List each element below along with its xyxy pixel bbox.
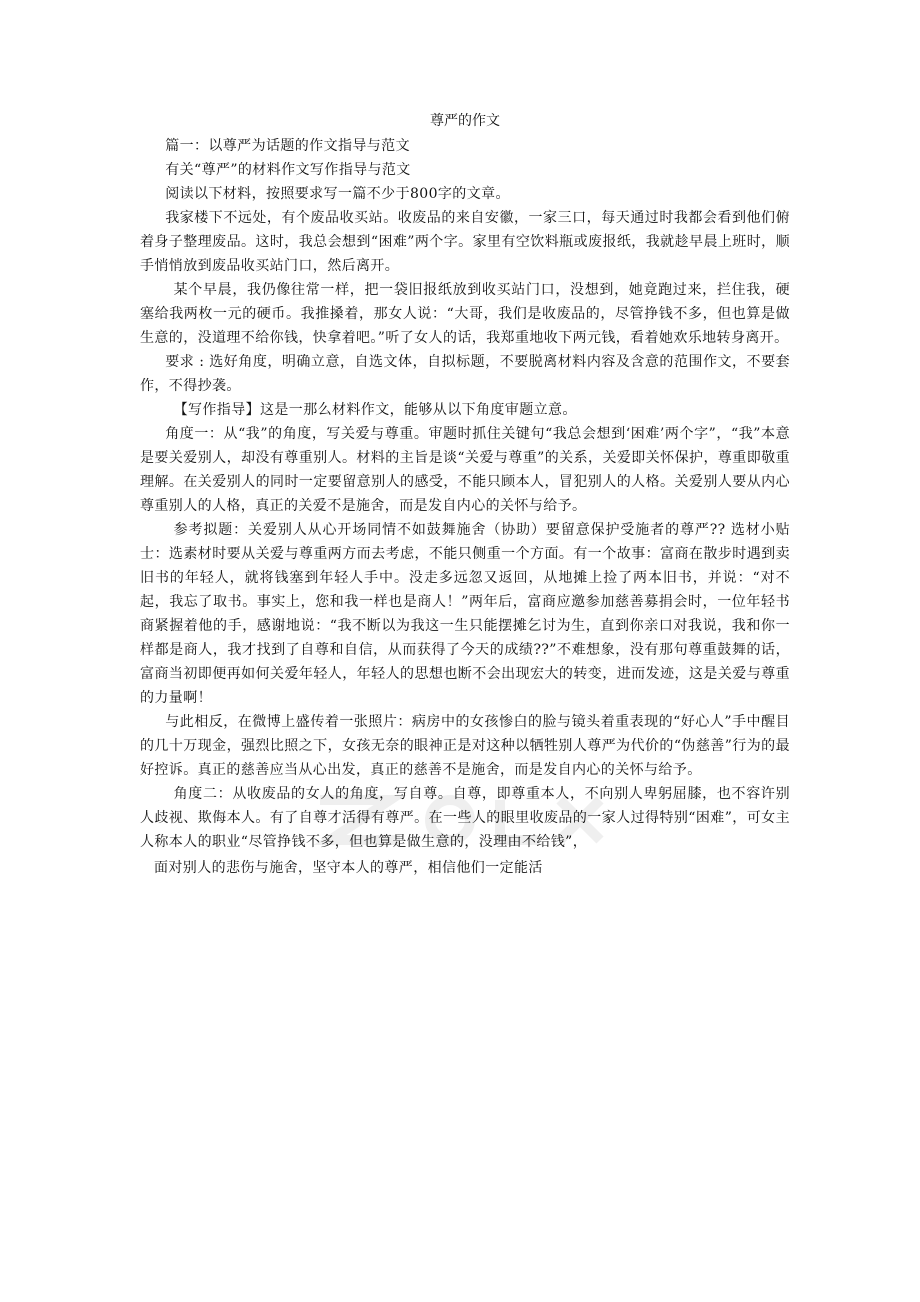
subtitle-1: 篇一：以尊严为话题的作文指导与范文 xyxy=(165,138,410,154)
material-paragraph-1: 我家楼下不远处，有个废品收买站。收废品的来自安徽，一家三口，每天通过时我都会看到他们俯着身子整理废品。这时，我总会想到“困难”两个字。家里有空饮料瓶或废报纸，我就趁早晨上班时，顺手悄悄放到废品收买站门口，然后离开。 xyxy=(140,210,790,274)
instruction-paragraph: 阅读以下材料，按照要求写一篇不少于800字的文章。 xyxy=(165,186,510,202)
requirement-paragraph: 要求 : 选好角度，明确立意，自选文体，自拟标题，不要脱离材料内容及含意的范围作文，不要套作，不得抄袭。 xyxy=(140,354,790,394)
material-paragraph-2: 某个早晨，我仍像往常一样，把一袋旧报纸放到收买站门口，没想到，她竟跑过来，拦住我，硬塞给我两枚一元的硬币。我推搡着，那女人说：“大哥，我们是收废品的，尽管挣钱不多，但也算是做生意的，没道理不给你钱，快拿着吧。”听了女人的话，我郑重地收下两元钱，看着她欢乐地转身离开。 xyxy=(140,282,790,346)
reference-title-paragraph: 参考拟题：关爱别人从心开场同情不如鼓舞施舍（协助）要留意保护受施者的尊严?? 选材小贴士：选素材时要从关爱与尊重两方而去考虑，不能只侧重一个方面。有一个故事：富商在散步时遇到卖旧书的年轻人，就将钱塞到年轻人手中。没走多远忽又返回，从地摊上捡了两本旧书，并说：“对不起，我忘了取书。事实上，您和我一样也是商人！”两年后，富商应邀参加慈善募捐会时，一位年轻书商紧握着他的手，感谢地说：“我不断以为我这一生只能摆摊乞讨为生，直到你亲口对我说，我和你一样都是商人，我才找到了自尊和自信，从而获得了今天的成绩??”不难想象，没有那句尊重鼓舞的话，富商当初即便再如何关爱年轻人，年轻人的思想也断不会出现宏大的转变，进而发迹，这是关爱与尊重的力量啊！ xyxy=(140,522,790,706)
contrast-paragraph: 与此相反，在微博上盛传着一张照片：病房中的女孩惨白的脸与镜头着重表现的“好心人”手中醒目的几十万现金，强烈比照之下，女孩无奈的眼神正是对这种以牺牲别人尊严为代价的“伪慈善”行为的最好控诉。真正的慈善应当从心出发，真正的慈善不是施舍，而是发自内心的关怀与给予。 xyxy=(140,714,790,778)
guidance-heading-paragraph: 【写作指导】这是一那么材料作文，能够从以下角度审题立意。 xyxy=(173,402,577,418)
final-line: 面对别人的悲伤与施舍，坚守本人的尊严，相信他们一定能活 xyxy=(154,860,543,876)
subtitle-2: 有关“尊严”的材料作文写作指导与范文 xyxy=(165,162,411,178)
angle-one-paragraph: 角度一：从“我”的角度，写关爱与尊重。审题时抓住关键句“我总会想到‘困难’两个字”，“我”本意是要关爱别人，却没有尊重别人。材料的主旨是谈“关爱与尊重”的关系，关爱即关怀保护，尊重即敬重理解。在关爱别人的同时一定要留意别人的感受，不能只顾本人，冒犯别人的人格。关爱别人要从内心尊重别人的人格，真正的关爱不是施舍，而是发自内心的关怀与给予。 xyxy=(140,426,790,514)
document-body xyxy=(140,110,790,880)
document-title: 尊严的作文 xyxy=(430,113,500,129)
angle-two-paragraph: 角度二：从收废品的女人的角度，写自尊。自尊，即尊重本人，不向别人卑躬屈膝，也不容许别人歧视、欺侮本人。有了自尊才活得有尊严。在一些人的眼里收废品的一家人过得特别“困难”，可女主人称本人的职业“尽管挣钱不多，但也算是做生意的，没理由不给钱”， xyxy=(140,786,790,850)
